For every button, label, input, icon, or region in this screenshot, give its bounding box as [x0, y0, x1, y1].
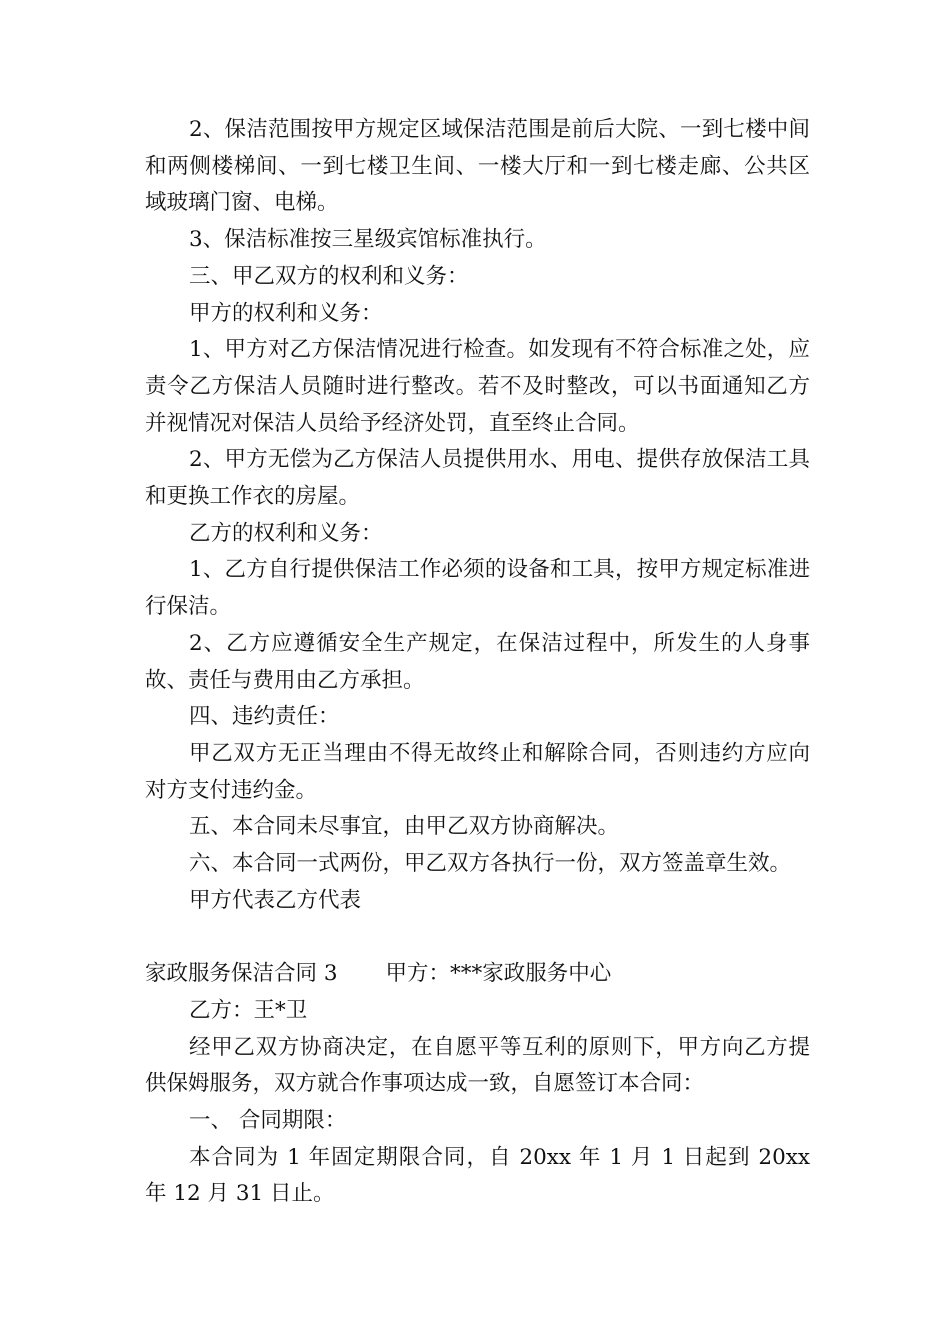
- subheading-party-b-rights: 乙方的权利和义务：: [189, 520, 383, 546]
- section-3-term-heading: 一、 合同期限：: [189, 1107, 347, 1133]
- section-3-party-b: 乙方：王*卫: [189, 997, 308, 1023]
- paragraph-cleaning-standard: 3、保洁标准按三星级宾馆标准执行。: [189, 227, 547, 253]
- section-3-heading: [145, 956, 810, 993]
- paragraph-breach-terms: 甲乙双方无正当理由不得无故终止和解除合同，否则违约方应向对方支付违约金。: [145, 740, 810, 803]
- section-3-intro: 经甲乙双方协商决定，在自愿平等互利的原则下，甲方向乙方提供保姆服务，双方就合作事项达成一致，自愿签订本合同：: [145, 1034, 810, 1097]
- paragraph-party-b-equipment: 1、乙方自行提供保洁工作必须的设备和工具，按甲方规定标准进行保洁。: [145, 557, 810, 620]
- paragraph-party-a-inspection: 1、甲方对乙方保洁情况进行检查。如发现有不符合标准之处，应责令乙方保洁人员随时进行整改。若不及时整改，可以书面通知乙方并视情况对保洁人员给予经济处罚，直至终止合同。: [145, 337, 810, 436]
- section-3-party-a: 甲方：***家政服务中心: [385, 961, 612, 987]
- heading-rights-obligations: 三、甲乙双方的权利和义务：: [189, 263, 469, 289]
- paragraph-party-b-safety: 2、乙方应遵循安全生产规定，在保洁过程中，所发生的人身事故、责任与费用由乙方承担。: [145, 630, 810, 693]
- paragraph-representatives: 甲方代表乙方代表: [189, 887, 362, 913]
- paragraph-cleaning-scope: 2、保洁范围按甲方规定区域保洁范围是前后大院、一到七楼中间和两侧楼梯间、一到七楼卫生间、一楼大厅和一到七楼走廊、公共区域玻璃门窗、电梯。: [145, 117, 810, 216]
- section-3-title: 家政服务保洁合同 3: [145, 961, 338, 987]
- subheading-party-a-rights: 甲方的权利和义务：: [189, 300, 383, 326]
- section-gap: [145, 919, 810, 956]
- paragraph-unresolved-matters: 五、本合同未尽事宜，由甲乙双方协商解决。: [189, 814, 620, 840]
- document-body: [145, 112, 810, 1213]
- heading-breach-liability: 四、违约责任：: [189, 704, 340, 730]
- paragraph-copies: 六、本合同一式两份，甲乙双方各执行一份，双方签盖章生效。: [189, 851, 792, 877]
- section-3-term-detail: 本合同为 1 年固定期限合同，自 20xx 年 1 月 1 日起到 20xx 年 12 月 31 日止。: [145, 1144, 810, 1207]
- paragraph-party-a-provisions: 2、甲方无偿为乙方保洁人员提供用水、用电、提供存放保洁工具和更换工作衣的房屋。: [145, 447, 810, 510]
